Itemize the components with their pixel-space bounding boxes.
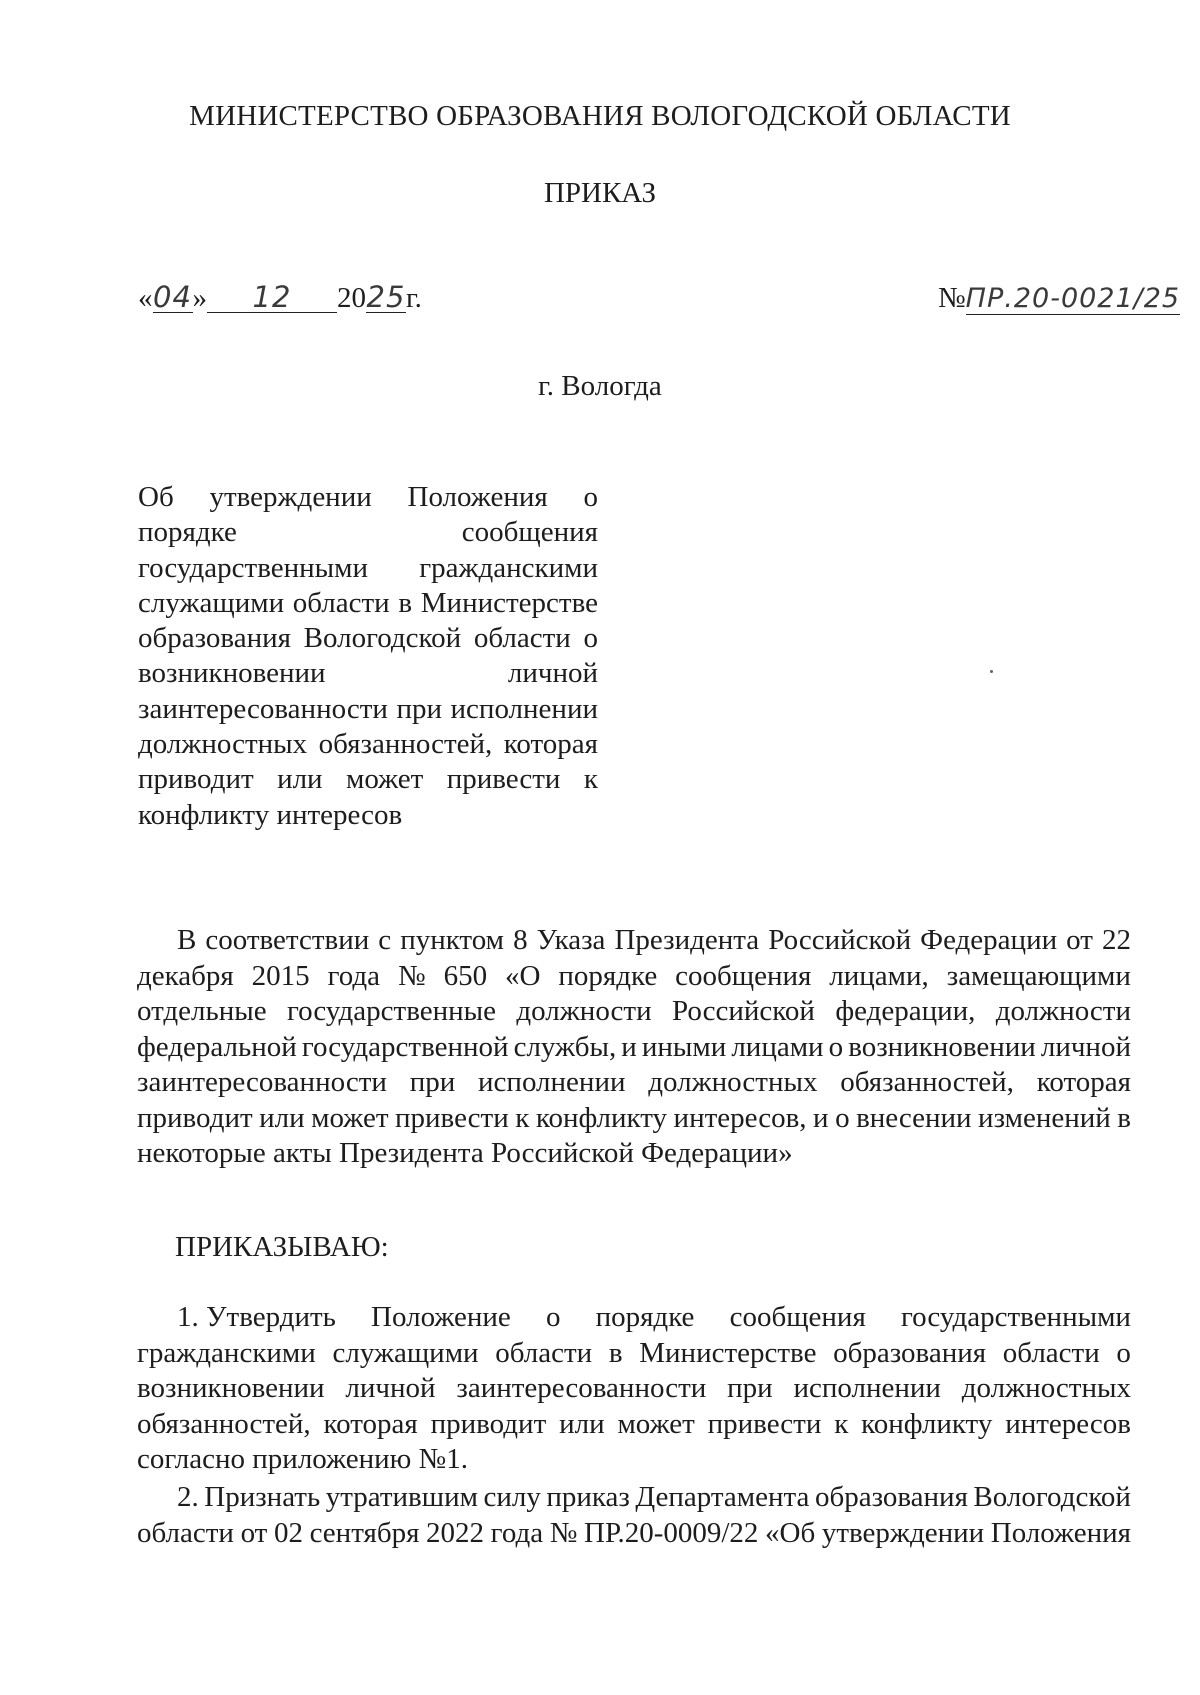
text-line	[137, 1065, 1131, 1101]
text-line	[138, 621, 598, 656]
word: «Об	[765, 1516, 816, 1549]
word: личной	[507, 657, 598, 690]
word: приводит	[430, 1407, 547, 1440]
word: которая	[503, 728, 598, 761]
word: Министерстве	[639, 1336, 817, 1369]
word: должностных	[138, 728, 308, 761]
date-month: 12	[207, 282, 337, 313]
date-year-suffix: 25	[366, 280, 406, 314]
text-line	[138, 656, 598, 691]
word: в	[608, 1336, 623, 1369]
word: о	[835, 1101, 850, 1134]
text-line	[138, 586, 598, 621]
word: в	[1117, 1101, 1131, 1134]
word: лицами,	[829, 959, 929, 992]
order-item-1	[137, 1300, 1131, 1478]
word: Российской	[672, 995, 815, 1027]
word: сообщения	[461, 516, 598, 549]
word: к	[515, 1101, 530, 1134]
text-line	[138, 480, 598, 515]
text-line	[137, 1300, 1131, 1336]
text-line	[137, 1407, 1131, 1443]
word: приказ	[546, 1481, 630, 1513]
word: года	[327, 959, 381, 992]
word: приводит	[137, 1101, 253, 1134]
word: изменений	[978, 1101, 1111, 1134]
word: области	[137, 1516, 234, 1549]
word: государственными	[138, 551, 369, 584]
word: 2015	[251, 959, 310, 992]
word: утверждении	[821, 1516, 985, 1549]
word: государственными	[900, 1301, 1131, 1333]
order-title	[138, 480, 598, 833]
word: сообщения	[675, 959, 812, 992]
word: отдельные	[137, 995, 267, 1027]
word: Признать	[204, 1481, 321, 1513]
word: служащими	[138, 586, 285, 619]
word: которая	[1036, 1066, 1131, 1098]
word: обязанностей,	[137, 1407, 311, 1440]
word: Российской	[768, 924, 912, 956]
word: конфликту интересов	[138, 798, 403, 831]
word: утверждении	[209, 481, 372, 513]
word: исполнении	[478, 1066, 626, 1098]
text-line	[138, 551, 598, 586]
text-line	[137, 923, 1131, 959]
word: при	[727, 1372, 773, 1404]
text-line	[137, 1336, 1131, 1372]
text-line	[137, 1136, 1131, 1172]
word: согласно приложению №1.	[137, 1443, 468, 1475]
word: лицами	[731, 1030, 824, 1063]
city: г. Вологда	[538, 370, 662, 402]
word: о	[1116, 1336, 1131, 1369]
word: образования	[138, 622, 291, 655]
word: Положения	[407, 481, 548, 513]
text-line	[138, 515, 598, 550]
order-number	[938, 282, 1180, 315]
word: от	[240, 1516, 268, 1549]
word: о	[545, 1301, 561, 1333]
word: заинтересованности	[137, 1066, 387, 1098]
word: с	[378, 924, 392, 956]
ministry-name: МИНИСТЕРСТВО ОБРАЗОВАНИЯ ВОЛОГОДСКОЙ ОБЛАСТИ	[189, 100, 1011, 132]
word: федеральной	[137, 1030, 297, 1063]
word: о	[828, 1030, 844, 1063]
word: которая	[323, 1407, 418, 1440]
word: пунктом	[400, 924, 505, 956]
word: и	[621, 1030, 637, 1063]
word: образования	[833, 1336, 987, 1369]
word: интересов	[1005, 1407, 1131, 1440]
word: государственные	[287, 995, 497, 1027]
word: Федерации	[920, 924, 1058, 956]
word: привести	[446, 763, 561, 796]
word: года	[490, 1516, 544, 1549]
word: должности	[995, 995, 1131, 1027]
word: о	[583, 622, 598, 655]
word: сентября	[309, 1516, 420, 1549]
date-day: 04	[153, 280, 192, 314]
word: может	[345, 763, 424, 796]
number-sign: №	[938, 282, 966, 314]
word: может	[311, 1101, 389, 1134]
word: возникновении	[848, 1030, 1036, 1063]
word: 2022	[426, 1516, 485, 1549]
word: Президента	[614, 924, 760, 956]
word: Положение	[371, 1301, 511, 1333]
word: гражданскими	[419, 551, 598, 584]
word: 650	[443, 959, 488, 992]
word: Министерстве	[420, 586, 598, 619]
word: Положения	[990, 1516, 1131, 1549]
word: Вологодской	[303, 622, 462, 655]
word: привести	[395, 1101, 509, 1134]
number-value: ПР.20-0021/25	[965, 283, 1181, 314]
text-line	[137, 1480, 1131, 1516]
word: о	[583, 481, 598, 513]
word: №	[549, 1516, 578, 1549]
word: области	[473, 622, 571, 655]
word: возникновении	[137, 1372, 325, 1404]
word: интересов,	[673, 1101, 807, 1134]
word: порядке	[558, 959, 658, 992]
word: к	[583, 763, 598, 796]
word: заинтересованности	[456, 1372, 707, 1404]
word: привести	[707, 1407, 822, 1440]
word: исполнении	[450, 692, 598, 725]
word: в	[398, 586, 413, 619]
word: к	[834, 1407, 849, 1440]
word: области	[1002, 1336, 1100, 1369]
date-year-mark: г.	[406, 282, 422, 314]
word: В	[177, 924, 197, 956]
word: 8	[513, 924, 528, 956]
word: или	[259, 1101, 305, 1134]
date-close-quote: »	[192, 282, 207, 314]
word: государственной	[301, 1030, 509, 1063]
word: должностных	[648, 1066, 818, 1098]
word: должности	[516, 995, 652, 1027]
word: силу	[483, 1481, 541, 1513]
date-open-quote: «	[138, 282, 153, 314]
order-word: ПРИКАЗЫВАЮ:	[175, 1231, 389, 1263]
word: иными	[641, 1030, 727, 1063]
word: или	[277, 763, 323, 796]
word: замещающими	[946, 959, 1131, 992]
word: личной	[345, 1372, 436, 1404]
word: возникновении	[138, 657, 326, 690]
word: 02	[273, 1516, 303, 1549]
word: служащими	[332, 1336, 479, 1369]
text-line	[137, 959, 1131, 995]
word: соответствии	[205, 924, 370, 956]
text-line	[138, 692, 598, 727]
word: области	[495, 1336, 593, 1369]
order-item-2	[137, 1480, 1131, 1551]
word: Указа	[536, 924, 606, 956]
text-line	[137, 1442, 1131, 1478]
preamble-paragraph	[137, 923, 1131, 1172]
text-line	[137, 1030, 1131, 1066]
word: заинтересованности	[138, 692, 388, 725]
word: №	[397, 959, 426, 992]
word: области	[292, 586, 390, 619]
word: 1. Утвердить	[177, 1301, 336, 1333]
word: образования	[814, 1481, 968, 1513]
word: исполнении	[793, 1372, 941, 1404]
text-line	[138, 727, 598, 762]
word: конфликту	[861, 1407, 993, 1440]
word: декабря	[137, 959, 234, 992]
word: обязанностей,	[318, 728, 493, 761]
word: Департамента	[635, 1481, 810, 1513]
word: при	[396, 692, 442, 725]
word: утратившим	[325, 1481, 478, 1513]
text-line	[137, 1516, 1131, 1552]
word: «О	[505, 959, 541, 992]
order-date	[138, 282, 422, 315]
word: гражданскими	[137, 1336, 316, 1369]
word: конфликту	[535, 1101, 668, 1134]
word: или	[559, 1407, 605, 1440]
word: от	[1066, 924, 1093, 956]
word: и	[813, 1101, 829, 1134]
scan-speck	[990, 670, 993, 673]
word: может	[617, 1407, 695, 1440]
word: федерации,	[835, 995, 976, 1027]
word: личной	[1040, 1030, 1131, 1063]
word: сообщения	[729, 1301, 866, 1333]
word: 22	[1101, 924, 1131, 956]
word: Об	[138, 481, 174, 513]
word: приводит	[138, 763, 254, 796]
word: обязанностей,	[840, 1066, 1014, 1098]
word: порядке	[595, 1301, 695, 1333]
text-line	[137, 1101, 1131, 1137]
word: должностных	[961, 1372, 1131, 1404]
text-line	[138, 798, 598, 833]
word: при	[409, 1066, 456, 1098]
word: порядке	[138, 516, 237, 549]
word: внесении	[856, 1101, 972, 1134]
text-line	[137, 994, 1131, 1030]
word: ПР.20-0009/22	[584, 1516, 759, 1549]
text-line	[137, 1371, 1131, 1407]
date-year-prefix: 20	[337, 282, 366, 314]
word: 2.	[177, 1481, 199, 1513]
text-line	[138, 762, 598, 797]
document-type: ПРИКАЗ	[543, 177, 657, 209]
word: службы,	[513, 1030, 617, 1063]
word: некоторые акты Президента Российской Федерации»	[137, 1137, 793, 1169]
word: Вологодской	[973, 1481, 1131, 1513]
